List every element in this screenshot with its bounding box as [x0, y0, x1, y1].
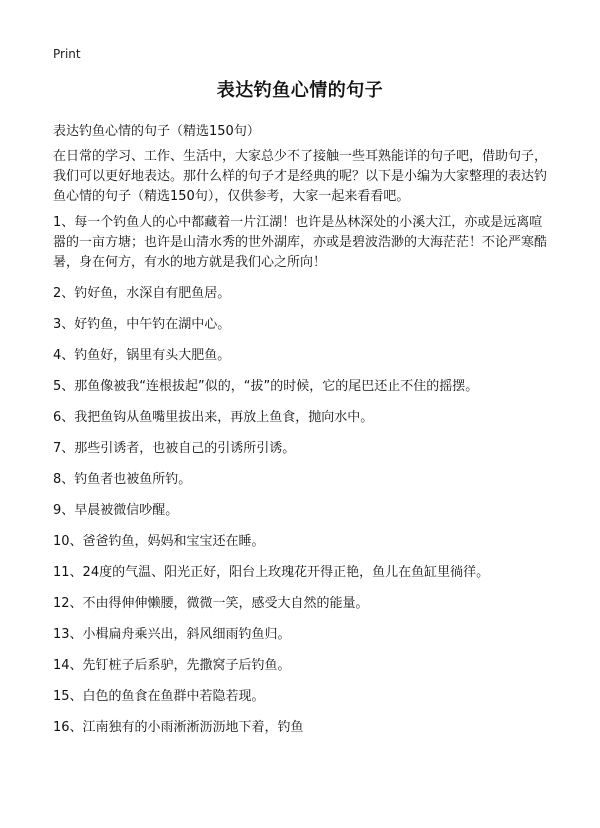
list-item: 9、早晨被微信吵醒。	[53, 503, 179, 518]
page-subtitle: 表达钓鱼心情的句子（精选150句）	[53, 124, 260, 139]
list-item: 10、爸爸钓鱼，妈妈和宝宝还在睡。	[53, 534, 265, 549]
list-item: 4、钓鱼好，锅里有头大肥鱼。	[53, 348, 231, 363]
list-item: 15、白色的鱼食在鱼群中若隐若现。	[53, 689, 265, 704]
list-item: 1、每一个钓鱼人的心中都藏着一片江湖！也许是丛林深处的小溪大江，亦或是远离喧嚣的一亩方塘；也许是山清水秀的世外湖库，亦或是碧波浩渺的大海茫茫！不论严寒酷暑，身在何方，有水的地方就是我们心之所向！	[53, 215, 548, 270]
list-item: 12、不由得伸伸懒腰，微微一笑，感受大自然的能量。	[53, 596, 369, 611]
list-item: 16、江南独有的小雨淅淅沥沥地下着，钓鱼	[53, 720, 304, 735]
list-item: 3、好钓鱼，中午钓在湖中心。	[53, 317, 231, 332]
list-item: 6、我把鱼钩从鱼嘴里拔出来，再放上鱼食，抛向水中。	[53, 410, 374, 425]
list-item: 11、24度的气温、阳光正好，阳台上玫瑰花开得正艳，鱼儿在鱼缸里徜徉。	[53, 565, 490, 580]
list-item: 8、钓鱼者也被鱼所钓。	[53, 472, 192, 487]
list-item: 7、那些引诱者，也被自己的引诱所引诱。	[53, 441, 296, 456]
list-item: 5、那鱼像被我“连根拔起”似的，“拔”的时候，它的尾巴还止不住的摇摆。	[53, 379, 479, 394]
sentence-list	[53, 213, 553, 749]
list-item: 14、先钉桩子后系驴，先撒窝子后钓鱼。	[53, 658, 291, 673]
list-item: 2、钓好鱼，水深自有肥鱼居。	[53, 286, 231, 301]
print-link[interactable]: Print	[53, 47, 81, 61]
list-item: 13、小楫扁舟乘兴出，斜风细雨钓鱼归。	[53, 627, 291, 642]
page-title: 表达钓鱼心情的句子	[216, 80, 384, 101]
intro-paragraph: 在日常的学习、工作、生活中，大家总少不了接触一些耳熟能详的句子吧，借助句子，我们可以更好地表达。那什么样的句子才是经典的呢？以下是小编为大家整理的表达钓鱼心情的句子（精选150句），仅供参考，大家一起来看看吧。	[53, 149, 548, 204]
